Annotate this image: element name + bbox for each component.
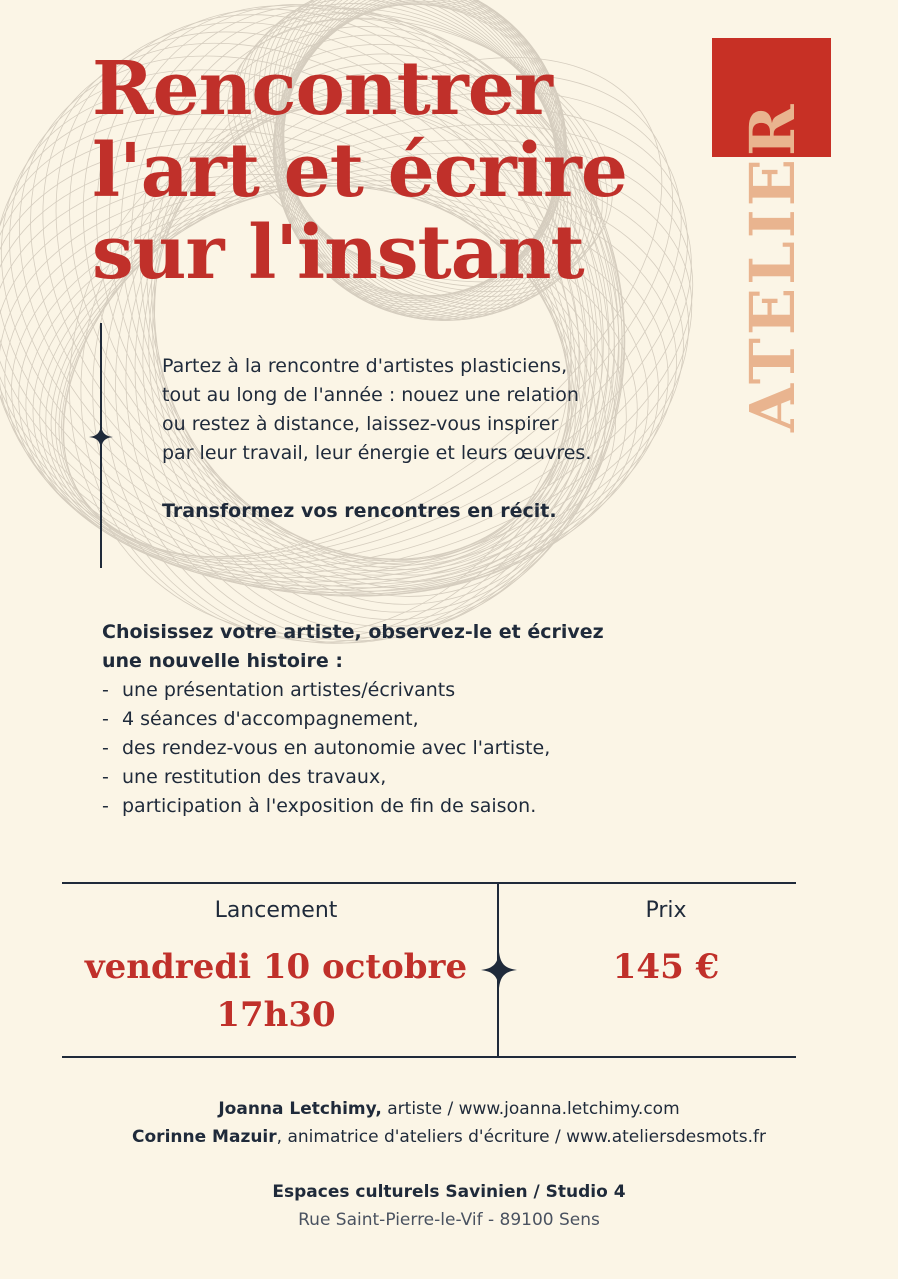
credit-artist <box>0 1095 898 1123</box>
animator-name: Corinne Mazuir <box>132 1127 277 1147</box>
list-item: - des rendez-vous en autonomie avec l'artiste, <box>102 737 551 759</box>
page-title <box>92 48 627 294</box>
program-heading-line-2: une nouvelle histoire : <box>102 650 343 672</box>
title-line-1: Rencontrer <box>92 46 552 132</box>
artist-name: Joanna Letchimy, <box>218 1099 382 1119</box>
atelier-vertical-label: ATELIER <box>736 101 809 432</box>
title-line-3: sur l'instant <box>92 210 584 296</box>
list-item: - une présentation artistes/écrivants <box>102 679 456 701</box>
launch-label: Lancement <box>214 898 338 923</box>
intro-line: tout au long de l'année : nouez une relation <box>162 384 579 406</box>
list-item: - une restitution des travaux, <box>102 766 387 788</box>
artist-role: artiste / www.joanna.letchimy.com <box>381 1099 680 1119</box>
list-item: - participation à l'exposition de fin de saison. <box>102 795 537 817</box>
launch-time: 17h30 <box>216 995 336 1035</box>
info-top-rule <box>62 882 796 884</box>
program-list <box>102 676 604 821</box>
title-line-2: l'art et écrire <box>92 128 627 214</box>
credits-block <box>0 1095 898 1151</box>
sparkle-star-icon <box>89 425 113 449</box>
credit-animator <box>0 1123 898 1151</box>
price-value: 145 € <box>612 947 720 987</box>
program-heading-line-1: Choisissez votre artiste, observez-le et écrivez <box>102 621 604 643</box>
intro-line: Partez à la rencontre d'artistes plasticiens, <box>162 355 568 377</box>
venue-name: Espaces culturels Savinien / Studio 4 <box>272 1182 626 1202</box>
price-label: Prix <box>645 898 687 923</box>
venue-block <box>0 1178 898 1234</box>
venue-address: Rue Saint-Pierre-le-Vif - 89100 Sens <box>298 1210 600 1230</box>
intro-emphasis: Transformez vos rencontres en récit. <box>162 500 557 522</box>
intro-text-block <box>162 352 591 526</box>
animator-role: , animatrice d'ateliers d'écriture / www.ateliersdesmots.fr <box>276 1127 766 1147</box>
intro-line: par leur travail, leur énergie et leurs œuvres. <box>162 442 592 464</box>
info-bottom-rule <box>62 1056 796 1058</box>
launch-date: vendredi 10 octobre <box>84 947 468 987</box>
program-block <box>102 618 604 821</box>
list-item: - 4 séances d'accompagnement, <box>102 708 419 730</box>
intro-line: ou restez à distance, laissez-vous inspirer <box>162 413 559 435</box>
